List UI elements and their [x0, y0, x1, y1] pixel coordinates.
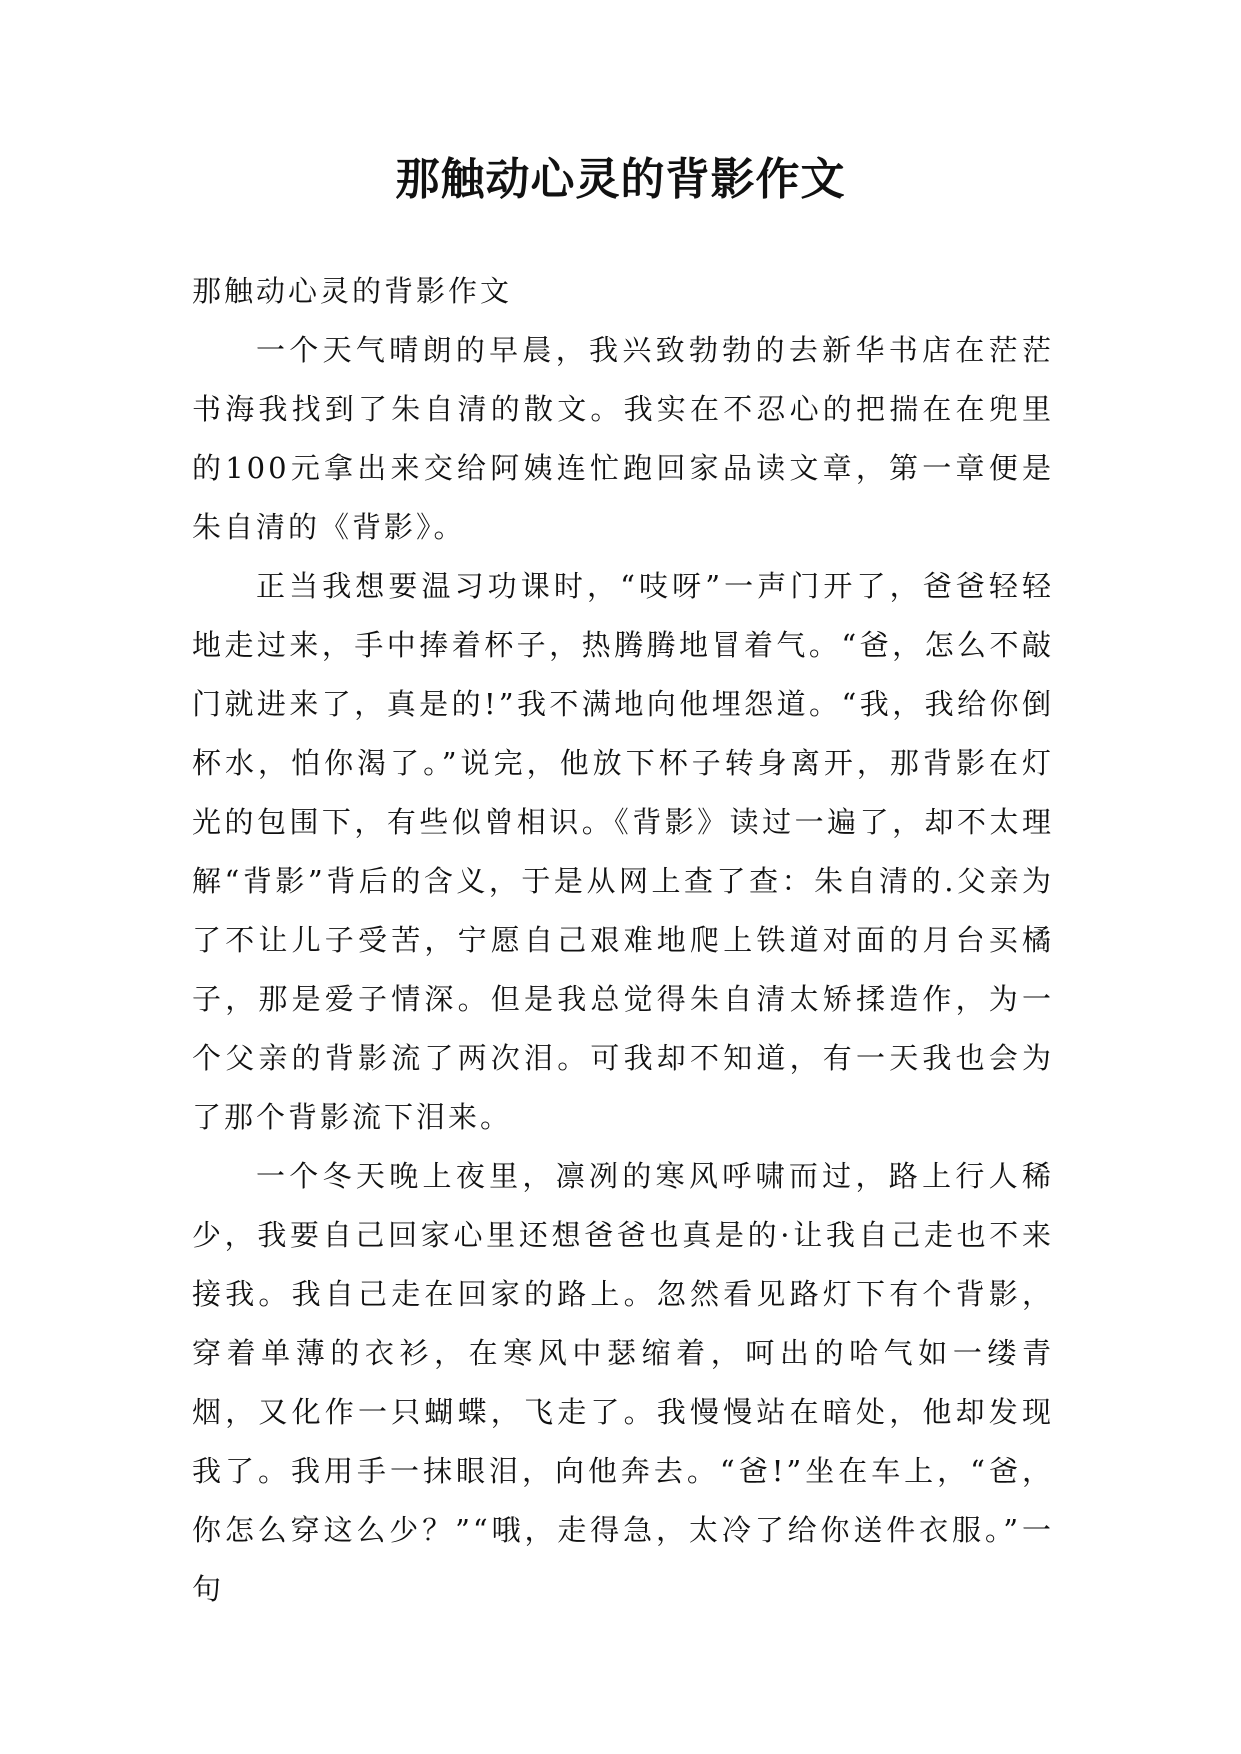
document-title: 那触动心灵的背影作文 [395, 154, 846, 205]
document-subtitle: 那触动心灵的背影作文 [192, 274, 513, 308]
document-body [192, 262, 1054, 1619]
paragraph-3: 一个冬天晚上夜里，凛冽的寒风呼啸而过，路上行人稀少，我要自己回家心里还想爸爸也真是的·让我自己走也不来接我。我自己走在回家的路上。忽然看见路灯下有个背影，穿着单薄的衣衫，在寒风中瑟缩着，呵出的哈气如一缕青烟，又化作一只蝴蝶，飞走了。我慢慢站在暗处，他却发现我了。我用手一抹眼泪，向他奔去。“爸!”坐在车上，“爸，你怎么穿这么少？”“哦，走得急，太冷了给你送件衣服。”一句 [192, 1159, 1054, 1606]
paragraph-2: 正当我想要温习功课时，“吱呀”一声门开了，爸爸轻轻地走过来，手中捧着杯子，热腾腾地冒着气。“爸，怎么不敲门就进来了，真是的!”我不满地向他埋怨道。“我，我给你倒杯水，怕你渴了。”说完，他放下杯子转身离开，那背影在灯光的包围下，有些似曾相识。《背影》读过一遍了，却不太理解“背影”背后的含义，于是从网上查了查：朱自清的.父亲为了不让儿子受苦，宁愿自己艰难地爬上铁道对面的月台买橘子，那是爱子情深。但是我总觉得朱自清太矫揉造作，为一个父亲的背影流了两次泪。可我却不知道，有一天我也会为了那个背影流下泪来。 [192, 569, 1054, 1134]
paragraph-1: 一个天气晴朗的早晨，我兴致勃勃的去新华书店在茫茫书海我找到了朱自清的散文。我实在不忍心的把揣在在兜里的100元拿出来交给阿姨连忙跑回家品读文章，第一章便是朱自清的《背影》。 [192, 333, 1054, 544]
